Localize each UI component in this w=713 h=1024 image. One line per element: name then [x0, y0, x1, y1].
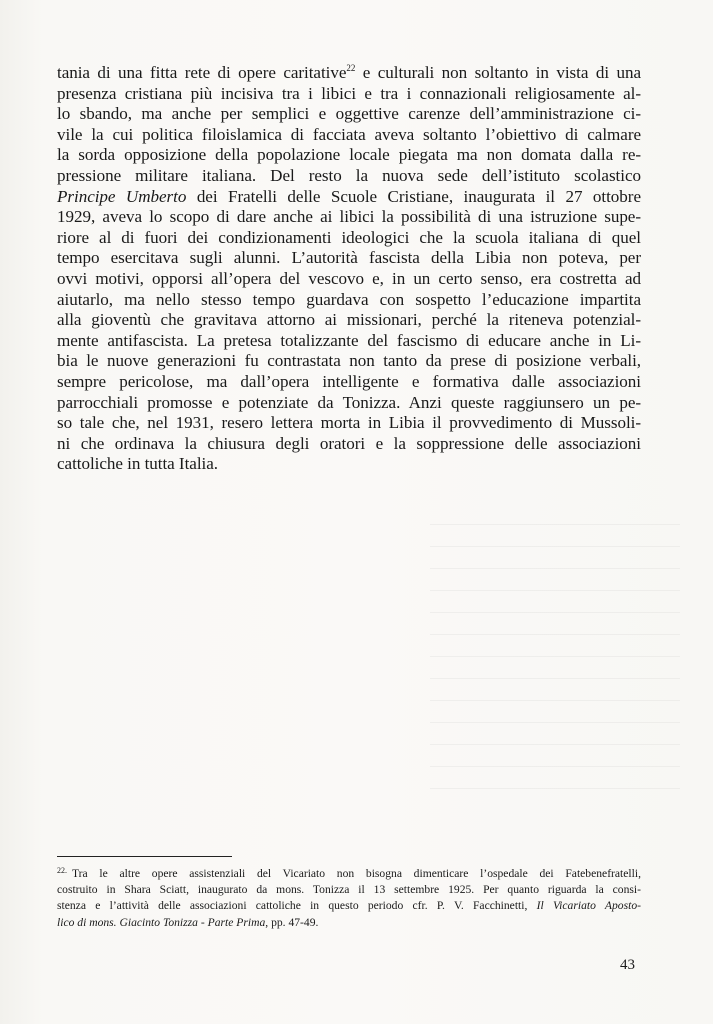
footnote-mark: 22.: [57, 866, 67, 875]
text-line: sempre pericolose, ma dall’opera intelligente e formativa dalle associazioni: [57, 371, 641, 391]
footnote-reference[interactable]: 22: [346, 63, 356, 73]
text-line: lo sbando, ma anche per semplici e oggettive carenze dell’amministrazione ci-: [57, 104, 641, 124]
text-line: riore al di fuori dei condizionamenti ideologici che la scuola italiana di quel: [57, 227, 641, 247]
main-text: [57, 63, 641, 475]
text-line: bia le nuove generazioni fu contrastata non tanto da prese di posizione verbali,: [57, 351, 641, 371]
footnote-divider: [57, 856, 232, 857]
text-line: Principe Umberto dei Fratelli delle Scuole Cristiane, inaugurata il 27 ottobre: [57, 186, 641, 206]
text-line: cattoliche in tutta Italia.: [57, 454, 218, 474]
text-line: ni che ordinava la chiusura degli oratori e la soppressione delle associazioni: [57, 433, 641, 453]
text-line: vile la cui politica filoislamica di facciata aveva soltanto l’obiettivo di calmare: [57, 124, 641, 144]
school-name-italic: Principe Umberto: [57, 186, 187, 206]
page-number: 43: [620, 957, 635, 973]
text-line: tania di una fitta rete di opere caritative$^{22}$ e culturali non soltanto in vista di una: [57, 63, 641, 82]
text-line: aiutarlo, ma nello stesso tempo guardava con sospetto l’educazione impartita: [57, 289, 641, 309]
citation-title: Il Vicariato Aposto-: [536, 899, 641, 913]
text-line: so tale che, nel 1931, resero lettera morta in Libia il provvedimento di Mussoli-: [57, 413, 641, 433]
text-line: la sorda opposizione della popolazione locale piegata ma non domata dalla re-: [57, 145, 641, 165]
footnote: [57, 866, 641, 931]
text-line: pressione militare italiana. Del resto la nuova sede dell’istituto scolastico: [57, 165, 641, 185]
footnote-line: stenza e l’attività delle associazioni cattoliche in questo periodo cfr. P. V. Facchinetti, Il Vicariato Aposto-: [57, 899, 641, 913]
citation-title-cont: lico di mons. Giacinto Tonizza - Parte Prima: [57, 915, 266, 929]
text-line: mente antifascista. La pretesa totalizzante del fascismo di educare anche in Li-: [57, 330, 641, 350]
footnote-line: lico di mons. Giacinto Tonizza - Parte Prima, pp. 47-49.: [57, 915, 319, 929]
text-line: tempo esercitava sugli alunni. L’autorità fascista della Libia non poteva, per: [57, 248, 641, 268]
text-line: presenza cristiana più incisiva tra i libici e tra i connazionali religiosamente al-: [57, 83, 641, 103]
show-through-shadow: [430, 510, 680, 810]
text-line: alla gioventù che gravitava attorno ai missionari, perché la riteneva potenzial-: [57, 310, 641, 330]
text-line: parrocchiali promosse e potenziate da Tonizza. Anzi queste raggiunsero un pe-: [57, 392, 641, 412]
text-line: ovvi motivi, opporsi all’opera del vescovo e, in un certo senso, era costretta ad: [57, 268, 641, 288]
footnote-line: $^{22.}$ Tra le altre opere assistenziali del Vicariato non bisogna dimenticare l’ospedale dei Fatebenefratelli,: [57, 866, 641, 880]
text-line: 1929, aveva lo scopo di dare anche ai libici la possibilità di una istruzione supe-: [57, 207, 641, 227]
footnote-line: costruito in Shara Sciatt, inaugurato da mons. Tonizza il 13 settembre 1925. Per quanto riguarda la consi-: [57, 883, 641, 897]
